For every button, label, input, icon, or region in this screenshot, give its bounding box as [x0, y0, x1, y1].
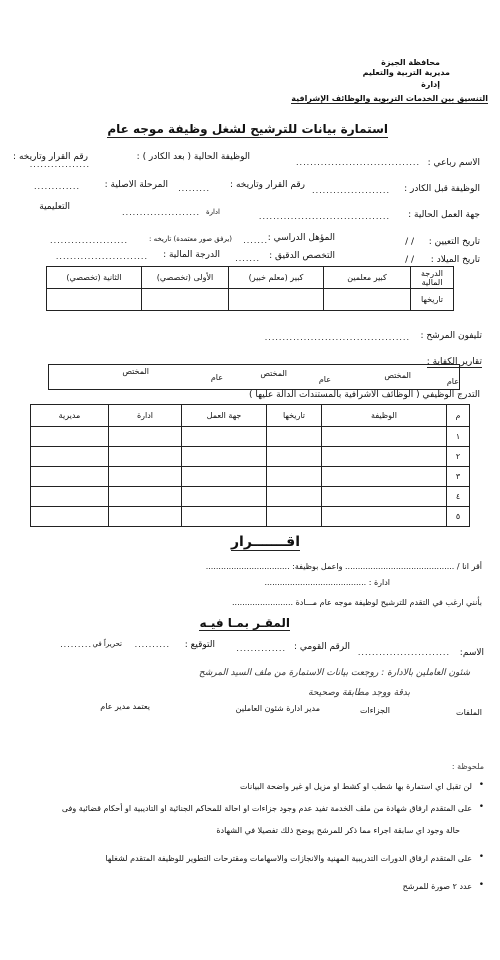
career-table [30, 404, 470, 527]
efficiency-specialist-3: المختص [122, 367, 149, 376]
note-item-3: حالة وجود اي سابقة اجراء مما ذكر للمرشح يوضح ذلك تفصيلا في الشهادة [216, 826, 460, 835]
grade-header-0: الدرجة المالية [411, 267, 454, 289]
sign-label: التوقيع : [184, 640, 215, 650]
bullet-icon: • [478, 880, 484, 890]
bullet-icon: • [478, 780, 484, 790]
sign-general-manager: يعتمد مدير عام [100, 702, 150, 711]
career-cell[interactable] [182, 427, 267, 447]
career-header-1: الوظيفة [322, 405, 447, 427]
grade-header-1: كبير معلمين [324, 267, 411, 289]
career-row-num: ٢ [447, 447, 470, 467]
career-cell[interactable] [267, 487, 322, 507]
career-cell[interactable] [109, 427, 182, 447]
date-dots[interactable]: ......... [60, 640, 92, 649]
note-item-2: على المتقدم ارفاق شهادة من ملف الخدمة تفيد عدم وجود جزاءات او احالة للمحاكم الجنائية او التاديبية او أحكام قضائية وفى [61, 804, 472, 813]
efficiency-label: تقارير الكفاية : [426, 357, 482, 367]
administration-line: إدارة [421, 80, 440, 89]
career-row-num: ١ [447, 427, 470, 447]
career-header-4: ادارة [109, 405, 182, 427]
career-cell[interactable] [322, 487, 447, 507]
directorate-line: مديرية التربية والتعليم [362, 68, 450, 77]
career-cell[interactable] [267, 467, 322, 487]
prev-job-label: الوظيفة قبل الكادر : [404, 184, 480, 194]
career-row-num: ٥ [447, 507, 470, 527]
note-item-5: عدد ٢ صورة للمرشح [402, 882, 472, 891]
signature-name-dots[interactable]: .......................... [357, 648, 450, 657]
admin-label: ادارة [205, 208, 220, 216]
degree-date-dots[interactable]: ...................... [50, 236, 128, 245]
career-cell[interactable] [31, 487, 109, 507]
birth-date-sep[interactable]: / / [405, 255, 414, 265]
grade-header-3: الأولى (تخصصي) [142, 267, 229, 289]
decision-no-label: رقم القرار وتاريخه : [13, 152, 88, 162]
career-cell[interactable] [31, 467, 109, 487]
efficiency-general-3: عام [210, 373, 223, 382]
career-cell[interactable] [31, 427, 109, 447]
educational-label: التعليمية [39, 202, 70, 212]
grade-header-4: الثانية (تخصصي) [47, 267, 142, 289]
grade-cell[interactable] [324, 289, 411, 311]
grade-header-2: كبير (معلم خبير) [229, 267, 324, 289]
sign-penalties: الجزاءات [360, 706, 390, 715]
decision-no2-label: رقم القرار وتاريخه : [230, 180, 305, 190]
appoint-date-label: تاريخ التعيين : [428, 237, 480, 247]
career-cell[interactable] [31, 507, 109, 527]
name-dots[interactable]: ................................... [295, 158, 420, 167]
current-job-label: الوظيفة الحالية ( بعد الكادر ) : [136, 152, 250, 162]
degree-label: المؤهل الدراسي : [267, 233, 335, 243]
grade-table [46, 266, 454, 311]
appoint-date-sep[interactable]: / / [405, 237, 414, 247]
career-cell[interactable] [109, 507, 182, 527]
phone-dots[interactable]: ......................................... [264, 333, 410, 342]
specialty-label: التخصص الدقيق : [269, 251, 335, 261]
career-cell[interactable] [182, 487, 267, 507]
hr-note-line1: شئون العاملين بالادارة : روجعت بيانات الاستمارة من ملف السيد المرشح [198, 668, 470, 678]
specialty-dots[interactable]: ....... [235, 254, 260, 263]
sign-dots[interactable]: .......... [134, 640, 170, 649]
hr-note-line2: بدقة ووجد مطابقة وصحيحة [308, 688, 410, 698]
career-cell[interactable] [322, 427, 447, 447]
career-cell[interactable] [322, 467, 447, 487]
declaration-line1[interactable]: أقر انا / ........................................... واعمل بوظيفة: ................................. [205, 562, 482, 571]
name-label: الاسم رباعي : [427, 158, 480, 168]
degree-dots[interactable]: ....... [243, 236, 268, 245]
national-id-label: الرقم القومي : [293, 642, 350, 652]
career-cell[interactable] [267, 447, 322, 467]
career-header-2: تاريخها [267, 405, 322, 427]
signature-title: المقـر بمـا فيـه [199, 616, 290, 630]
prev-job-dots[interactable]: ...................... [312, 186, 390, 195]
bullet-icon: • [478, 852, 484, 862]
efficiency-specialist-2: المختص [260, 369, 287, 378]
career-cell[interactable] [182, 507, 267, 527]
birth-date-label: تاريخ الميلاد : [430, 255, 480, 265]
stage-label: المرحلة الاصلية : [104, 180, 168, 190]
career-cell[interactable] [109, 487, 182, 507]
national-id-dots[interactable]: .............. [236, 644, 286, 653]
declaration-line2[interactable]: ادارة : ........................................ [264, 578, 390, 587]
sign-hr-manager: مدير ادارة شئون العاملين [235, 704, 320, 713]
sign-files: الملفات [456, 708, 482, 717]
admin-dots[interactable]: ...................... [122, 208, 200, 217]
department-line: التنسيق بين الخدمات التربوية والوظائف الإشرافية [291, 94, 488, 103]
decision-dots[interactable]: ................. [29, 160, 90, 169]
career-header-3: جهة العمل [182, 405, 267, 427]
note-item-4: على المتقدم ارفاق الدورات التدريبية المهنية والانجازات والاسهامات ومقترحات التطوير للوظيفة المتقدم لشغلها [105, 854, 472, 863]
date-label: تحريراً في [92, 640, 122, 648]
decision2-dots[interactable]: ......... [178, 184, 210, 193]
signature-name-label: الاسم: [459, 648, 484, 658]
phone-label: تليفون المرشح : [420, 331, 482, 341]
bullet-icon: • [478, 802, 484, 812]
career-cell[interactable] [182, 447, 267, 467]
grade-cell[interactable] [47, 289, 142, 311]
declaration-line3[interactable]: بأنني ارغب في التقدم للترشيح لوظيفة موجه عام مـــادة ........................ [232, 598, 482, 607]
career-header-0: م [447, 405, 470, 427]
career-cell[interactable] [31, 447, 109, 467]
career-cell[interactable] [182, 467, 267, 487]
grade-cell[interactable] [142, 289, 229, 311]
governorate-line: محافظة الجيزة [381, 58, 440, 67]
fin-grade-dots[interactable]: .......................... [55, 252, 148, 261]
grade-cell[interactable] [229, 289, 324, 311]
career-title: التدرج الوظيفي ( الوظائف الاشرافية بالمستندات الدالة عليها ) [248, 390, 480, 400]
fin-grade-label: الدرجة المالية : [163, 250, 220, 260]
stage-dots[interactable]: ............. [33, 182, 80, 191]
note-item-1: لن تقبل اي استمارة بها شطب او كشط او مزيل او غير واضحة البيانات [240, 782, 472, 791]
career-cell[interactable] [322, 507, 447, 527]
workplace-label: جهة العمل الحالية : [408, 210, 480, 220]
efficiency-general-2: عام [318, 375, 331, 384]
career-row-num: ٣ [447, 467, 470, 487]
efficiency-box [48, 364, 460, 390]
efficiency-specialist-1: المختص [384, 371, 411, 380]
grade-row-label: تاريخها [411, 289, 454, 311]
workplace-dots[interactable]: ..................................... [258, 212, 390, 221]
career-cell[interactable] [267, 507, 322, 527]
career-cell[interactable] [322, 447, 447, 467]
career-row-num: ٤ [447, 487, 470, 507]
efficiency-general-1: عام [446, 377, 459, 386]
career-header-5: مديرية [31, 405, 109, 427]
declaration-title: اقـــــــرار [230, 534, 300, 550]
form-title: استمارة بيانات للترشيح لشغل وظيفة موجه عام [107, 122, 388, 136]
career-cell[interactable] [109, 447, 182, 467]
degree-note: (يرفق صور معتمدة) تاريخه : [149, 235, 232, 243]
career-cell[interactable] [267, 427, 322, 447]
notes-title: ملحوظة : [451, 762, 484, 771]
career-cell[interactable] [109, 467, 182, 487]
